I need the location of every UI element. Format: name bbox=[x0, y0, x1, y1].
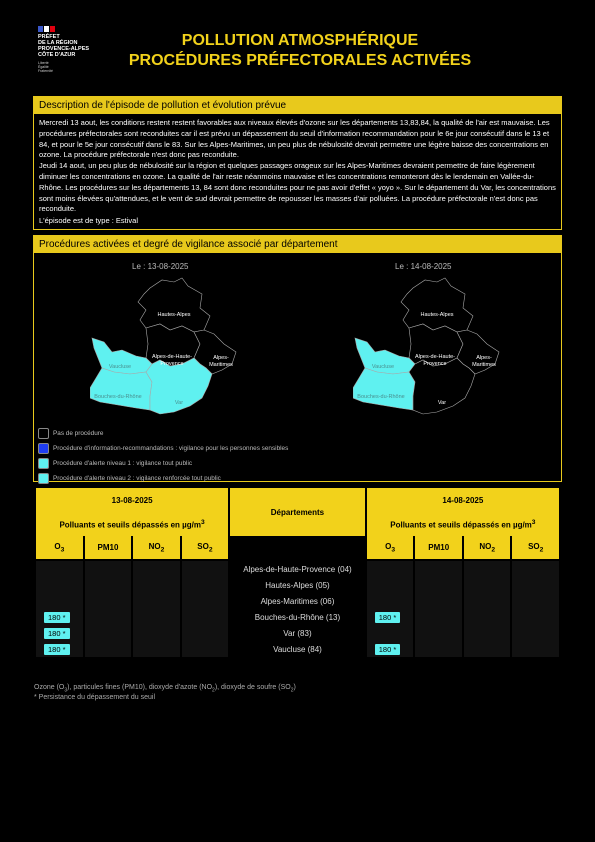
table-body bbox=[36, 561, 559, 657]
pollutant-cell bbox=[36, 609, 83, 625]
footnote-part: ), dioxyde de soufre (SO bbox=[214, 684, 291, 691]
label-vaucluse: Vaucluse bbox=[108, 364, 132, 370]
table-row bbox=[36, 625, 559, 641]
department-name: Vaucluse (84) bbox=[273, 644, 322, 654]
department-name: Alpes-de-Haute-Provence (04) bbox=[243, 564, 352, 574]
pollutant-col-pm10 bbox=[415, 536, 462, 559]
table-date-day1: 13-08-2025 bbox=[36, 488, 228, 512]
threshold-value-badge: 180 * bbox=[44, 612, 70, 623]
department-name: Hautes-Alpes (05) bbox=[265, 580, 330, 590]
pollutant-sub: 2 bbox=[208, 546, 213, 554]
footnote-sub: 3 bbox=[64, 687, 68, 694]
pollutant-cell bbox=[36, 577, 83, 593]
pollutants-header-day1 bbox=[36, 512, 228, 536]
pollutant-cell bbox=[85, 609, 132, 625]
label-am-line1: Alpes- bbox=[476, 355, 492, 361]
pollutant-cell bbox=[182, 577, 228, 593]
threshold-value-badge: 180 * bbox=[44, 628, 70, 639]
pollutant-cell bbox=[367, 593, 414, 609]
threshold-value-badge: 180 * bbox=[375, 612, 401, 623]
legend-label: Procédure d'alerte niveau 1 : vigilance tout public bbox=[53, 460, 193, 467]
pollutant-cell bbox=[133, 609, 179, 625]
pollutant-col-pm10 bbox=[85, 536, 132, 559]
map-bdr bbox=[90, 368, 152, 410]
label-hautes-alpes: Hautes-Alpes bbox=[420, 312, 454, 318]
legend-item bbox=[38, 426, 288, 441]
description-heading: Description de l'épisode de pollution et évolution prévue bbox=[34, 97, 561, 114]
label-var: Var bbox=[437, 400, 447, 406]
pollutant-cell bbox=[367, 625, 414, 641]
pollutant-cell bbox=[133, 561, 179, 577]
page-subtitle: PROCÉDURES PRÉFECTORALES ACTIVÉES bbox=[128, 52, 472, 69]
table-row bbox=[36, 609, 559, 625]
pollutant-cell bbox=[464, 561, 510, 577]
footnote-part: ) bbox=[293, 684, 296, 691]
pollutant-col-o3 bbox=[36, 536, 83, 559]
pollutant-cell bbox=[464, 577, 510, 593]
label-ahp-line2: Provence bbox=[160, 361, 184, 367]
pollutant-cell bbox=[464, 609, 510, 625]
map-date-day2: Le : 14-08-2025 bbox=[395, 262, 452, 271]
label-am-line2: Maritimes bbox=[472, 362, 496, 368]
logo-line: DE LA RÉGION bbox=[38, 40, 78, 46]
pollutant-cell bbox=[464, 593, 510, 609]
motto-line: Égalité bbox=[38, 65, 49, 69]
pollutant-cell bbox=[182, 609, 228, 625]
label-var: Var bbox=[174, 400, 184, 406]
pollutant-cell bbox=[415, 609, 462, 625]
pollutant-cell bbox=[512, 641, 559, 657]
pollutant-cell bbox=[85, 641, 132, 657]
pollutant-sub: 2 bbox=[491, 546, 496, 554]
pollutant-col-no2 bbox=[464, 536, 510, 559]
threshold-value-badge: 180 * bbox=[44, 644, 70, 655]
logo-motto bbox=[38, 61, 108, 73]
footnote-part: Ozone (O bbox=[34, 684, 65, 691]
label-vaucluse: Vaucluse bbox=[371, 364, 395, 370]
label-am-line1: Alpes- bbox=[213, 355, 229, 361]
label-ahp-line2: Provence bbox=[423, 361, 447, 367]
pollutant-sub: 3 bbox=[391, 546, 396, 554]
pollutant-name: SO bbox=[197, 541, 209, 551]
pollutant-sub: 3 bbox=[60, 546, 65, 554]
pollutant-cell bbox=[415, 641, 462, 657]
footnote-sub: 2 bbox=[212, 687, 215, 694]
pollutant-cell bbox=[415, 577, 462, 593]
pollutant-cell bbox=[367, 641, 414, 657]
motto-line: Fraternité bbox=[38, 69, 53, 73]
legend-swatch bbox=[38, 458, 49, 469]
legend-swatch bbox=[38, 473, 49, 484]
legend-label: Procédure d'information-recommandations : vigilance pour les personnes sensibles bbox=[53, 445, 289, 452]
pollutant-name: O bbox=[54, 541, 61, 551]
table-row bbox=[36, 561, 559, 577]
pollutant-cell bbox=[133, 641, 179, 657]
legend-item bbox=[38, 471, 288, 486]
legend-swatch bbox=[38, 428, 49, 439]
pollutant-cell bbox=[182, 641, 228, 657]
pollutant-cell bbox=[182, 593, 228, 609]
pollutant-cell bbox=[464, 625, 510, 641]
pollutant-name: NO bbox=[148, 541, 161, 551]
legend-swatch bbox=[38, 443, 49, 454]
pollutant-cell bbox=[512, 561, 559, 577]
pollutants-header-text: Polluants et seuils dépassés en µg/m bbox=[390, 520, 532, 530]
pollutant-cell bbox=[36, 641, 83, 657]
pollutant-cell bbox=[415, 561, 462, 577]
footnote-pollutants bbox=[34, 684, 296, 693]
description-paragraph-1: Mercredi 13 aout, les conditions restent restent favorables aux niveaux élevés d'ozone sur les départements 13,83,84, la qualité de l'air est mauvaise. Les procédures préfectorales sont reconduites car il est prévu un dépassement du seuil d'information recommandation pour le 6e jour consécutif dans le 13 et 84, et pour le 5e jour consécutif dans le 83. Sur les Alpes-Maritimes, un peu plus de nébulosité devrait permettre une légère baisse des concentrations en ozone. La procédure préfectorale n'est donc pas reconduite. bbox=[39, 118, 550, 160]
pollutant-cell bbox=[464, 641, 510, 657]
marianne-flag-icon bbox=[38, 26, 108, 32]
description-panel bbox=[33, 96, 562, 230]
pollutant-cell bbox=[367, 561, 414, 577]
pollutant-cell bbox=[133, 593, 179, 609]
episode-type: L'épisode est de type : Estival bbox=[39, 216, 138, 226]
label-bdr: Bouches-du-Rhône bbox=[357, 394, 405, 400]
logo-line: PRÉFET bbox=[38, 34, 60, 40]
pollutant-cell bbox=[85, 625, 132, 641]
pollutant-cell bbox=[512, 577, 559, 593]
pollutant-cell bbox=[367, 577, 414, 593]
pollutant-cell bbox=[415, 593, 462, 609]
table-departments-header: Départements bbox=[230, 488, 365, 536]
pollutant-col-so2 bbox=[182, 536, 228, 559]
department-name: Bouches-du-Rhône (13) bbox=[254, 612, 341, 622]
pollutant-cell bbox=[133, 625, 179, 641]
label-hautes-alpes: Hautes-Alpes bbox=[157, 312, 191, 318]
pollutants-header-text: Polluants et seuils dépassés en µg/m bbox=[59, 520, 201, 530]
legend-label: Procédure d'alerte niveau 2 : vigilance renforcée tout public bbox=[53, 475, 221, 482]
map-bdr bbox=[353, 368, 415, 410]
department-map-day1 bbox=[90, 272, 240, 422]
pollutant-name: NO bbox=[479, 541, 492, 551]
prefecture-logo bbox=[38, 26, 108, 73]
pollutant-col-so2 bbox=[512, 536, 559, 559]
map-hautes-alpes bbox=[138, 278, 210, 332]
footnote-part: ), particules fines (PM10), dioxyde d'azote (NO bbox=[67, 684, 213, 691]
pollutant-cell bbox=[36, 561, 83, 577]
legend-item bbox=[38, 456, 288, 471]
pollutant-cell bbox=[36, 593, 83, 609]
pollutant-name: PM10 bbox=[97, 543, 119, 552]
department-name: Alpes-Maritimes (06) bbox=[260, 596, 335, 606]
pollutant-cell bbox=[512, 625, 559, 641]
label-am-line2: Maritimes bbox=[209, 362, 233, 368]
pollutant-cell bbox=[512, 609, 559, 625]
table-row bbox=[36, 577, 559, 593]
pollutant-cell bbox=[85, 593, 132, 609]
logo-line: PROVENCE-ALPES bbox=[38, 46, 90, 52]
table-row bbox=[36, 641, 559, 657]
description-paragraph-2: Jeudi 14 aout, un peu plus de nébulosité sur la région et quelques passages orageux sur les Alpes-Maritimes devraient permettre de faire légèrement diminuer les concentrations en ozone. La qualité de l'air reste néanmoins mauvaise et les concentrations remonteront dès le lendemain en Vallée-du-Rhône. Les procédures sur les départements 13, 84 sont donc reconduites pour ne pas avoir d'effet « yoyo ». Sur le département du Var, les concentrations sont moins élevées qu'attendues, et le vent de sud devrait permettre de repousser les masses d'air polluées. La procédure préfectorale n'est donc pas reconduite. bbox=[39, 161, 556, 214]
map-hautes-alpes bbox=[401, 278, 473, 332]
pollutant-cell bbox=[133, 577, 179, 593]
pollutant-col-no2 bbox=[133, 536, 179, 559]
pollutants-header-day2 bbox=[367, 512, 559, 536]
pollutant-cell bbox=[512, 593, 559, 609]
label-bdr: Bouches-du-Rhône bbox=[94, 394, 142, 400]
table-row bbox=[36, 593, 559, 609]
motto-line: Liberté bbox=[38, 61, 49, 65]
table-spacer bbox=[230, 536, 365, 559]
pollutants-table bbox=[34, 488, 561, 657]
department-name: Var (83) bbox=[283, 628, 312, 638]
pollutant-cell bbox=[85, 577, 132, 593]
legend-item bbox=[38, 441, 288, 456]
pollutant-col-o3 bbox=[367, 536, 414, 559]
pollutant-cell bbox=[36, 625, 83, 641]
map-date-day1: Le : 13-08-2025 bbox=[132, 262, 189, 271]
footnote-persistence: * Persistance du dépassement du seuil bbox=[34, 694, 156, 701]
map-legend bbox=[38, 426, 288, 486]
footnote-sub: 2 bbox=[290, 687, 294, 694]
threshold-value-badge: 180 * bbox=[375, 644, 401, 655]
pollutant-name: O bbox=[385, 541, 392, 551]
pollutant-cell bbox=[182, 625, 228, 641]
pollutant-cell bbox=[367, 609, 414, 625]
pollutant-name: PM10 bbox=[428, 543, 450, 552]
pollutant-name: SO bbox=[528, 541, 540, 551]
label-ahp-line1: Alpes-de-Haute- bbox=[151, 354, 193, 360]
unit-superscript: 3 bbox=[531, 518, 536, 526]
pollutant-sub: 2 bbox=[539, 546, 544, 554]
pollutant-cell bbox=[85, 561, 132, 577]
page-title: POLLUTION ATMOSPHÉRIQUE bbox=[181, 32, 419, 49]
legend-label: Pas de procédure bbox=[53, 430, 104, 437]
unit-superscript: 3 bbox=[201, 518, 205, 526]
department-map-day2 bbox=[353, 272, 503, 422]
maps-heading: Procédures activées et degré de vigilance associé par département bbox=[34, 236, 561, 253]
pollutant-cell bbox=[415, 625, 462, 641]
label-ahp-line1: Alpes-de-Haute- bbox=[414, 354, 456, 360]
logo-line: CÔTE D'AZUR bbox=[38, 52, 76, 58]
maps-panel bbox=[33, 235, 562, 482]
pollutant-sub: 2 bbox=[160, 546, 165, 554]
table-date-day2: 14-08-2025 bbox=[367, 488, 559, 512]
pollutant-cell bbox=[182, 561, 228, 577]
